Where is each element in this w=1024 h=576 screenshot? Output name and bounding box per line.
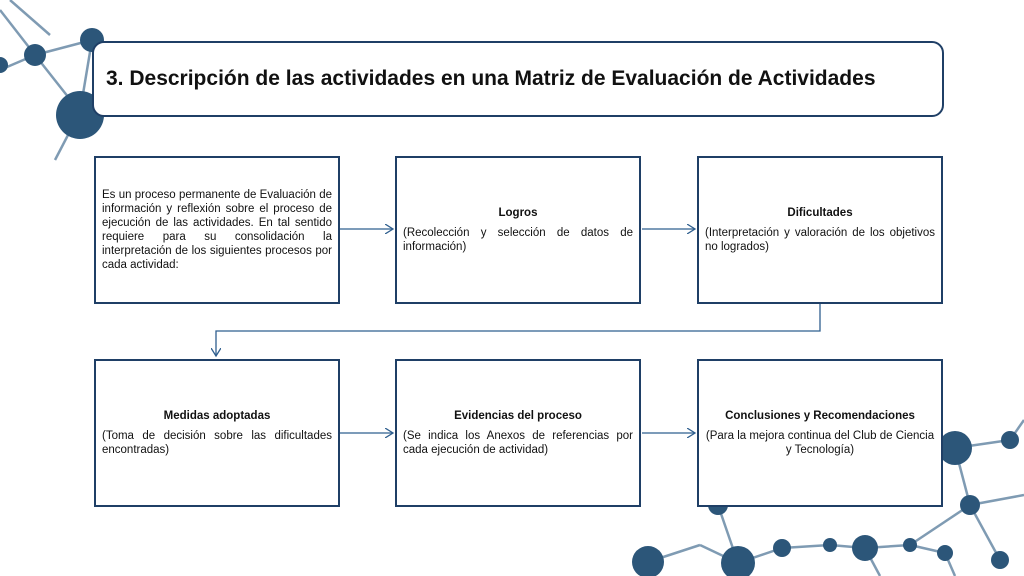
medidas-text: (Toma de decisión sobre las dificultades encontradas): [102, 430, 332, 456]
intro-text: Es un proceso permanente de Evaluación de información y reflexión sobre el proceso de ejecución de las actividades. En tal sentido requiere para su consolidación la interpretación de los siguientes procesos por cada actividad:: [102, 189, 332, 271]
evidencias-heading: Evidencias del proceso: [454, 410, 582, 422]
box-dificultades: [697, 156, 943, 304]
dificultades-text: (Interpretación y valoración de los objetivos no logrados): [705, 227, 935, 253]
conclusiones-text: (Para la mejora continua del Club de Ciencia y Tecnología): [705, 430, 935, 456]
title-box: [92, 41, 944, 117]
box-medidas: [94, 359, 340, 507]
conclusiones-heading: Conclusiones y Recomendaciones: [725, 410, 915, 422]
box-logros: [395, 156, 641, 304]
evidencias-text: (Se indica los Anexos de referencias por cada ejecución de actividad): [403, 430, 633, 456]
box-evidencias: [395, 359, 641, 507]
logros-text: (Recolección y selección de datos de información): [403, 227, 633, 253]
medidas-heading: Medidas adoptadas: [163, 410, 271, 422]
slide-title: 3. Descripción de las actividades en una Matriz de Evaluación de Actividades: [106, 67, 876, 90]
box-conclusiones: [697, 359, 943, 507]
box-intro: [94, 156, 340, 304]
dificultades-heading: Dificultades: [787, 207, 853, 219]
logros-heading: Logros: [498, 207, 538, 219]
